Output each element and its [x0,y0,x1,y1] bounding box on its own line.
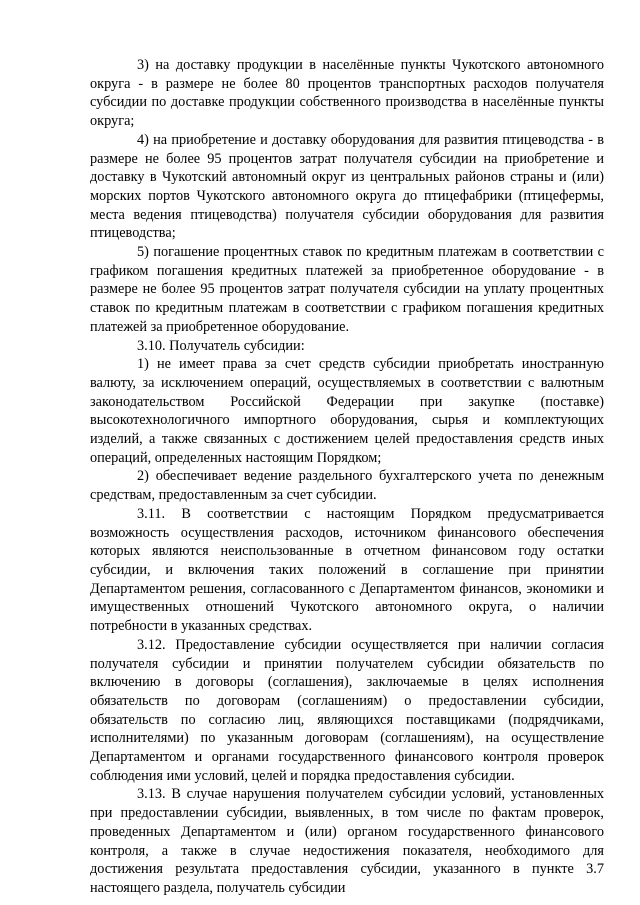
section-3-12: 3.12. Предоставление субсидии осуществляется при наличии согласия получателя субсидии и принятии получателем субсидии обязательств по включению в договоры (соглашения), заключаемые в целях исполнения обязательств по договорам (соглашениям) о предоставлении субсидии, обязательств по согласию лиц, являющихся поставщиками (подрядчиками, исполнителями) по указанным договорам (соглашениям), на осуществление Департаментом и органами государственного финансового контроля проверок соблюдения ими условий, целей и порядка предоставления субсидии. [90,636,604,784]
paragraph-3-10-2: 2) обеспечивает ведение раздельного бухгалтерского учета по денежным средствам, предоставленным за счет субсидии. [90,468,604,504]
section-3-11: 3.11. В соответствии с настоящим Порядком предусматривается возможность осуществления расходов, источником финансового обеспечения которых являются неиспользованные в отчетном финансовом году остатки субсидии, и включения таких положений в соглашение при принятии Департаментом решения, согласованного с Департаментом финансов, экономики и имущественных отношений Чукотского автономного округа, о наличии потребности в указанных средствах. [90,505,604,635]
paragraph-3-10-1: 1) не имеет права за счет средств субсидии приобретать иностранную валюту, за исключением операций, осуществляемых в соответствии с валютным законодательством Российской Федерации при закупке (поставке) высокотехнологичного импортного оборудования, сырья и комплектующих изделий, а также связанных с достижением целей предоставления средств иных операций, определенных настоящим Порядком; [90,356,604,466]
document-page [90,56,604,898]
section-3-10-heading: 3.10. Получатель субсидии: [137,337,305,354]
paragraph-3-delivery: 3) на доставку продукции в населённые пункты Чукотского автономного округа - в размере не более 80 процентов транспортных расходов получателя субсидии по доставке продукции собственного производства в населённые пункты округа; [90,57,604,130]
paragraph-4-equipment: 4) на приобретение и доставку оборудования для развития птицеводства - в размере не более 95 процентов затрат получателя субсидии на приобретение и доставку в Чукотский автономный округ из центральных районов страны и (или) морских портов Чукотского автономного округа до птицефабрики (птицефермы, места ведения птицеводства) получателя субсидии оборудования для развития птицеводства; [90,131,604,242]
section-3-13: 3.13. В случае нарушения получателем субсидии условий, установленных при предоставлении субсидии, выявленных, в том числе по фактам проверок, проведенных Департаментом и (или) органом государственного финансового контроля, а также в случае недостижения показателя, необходимого для достижения результата предоставления субсидии, указанного в пункте 3.7 настоящего раздела, получатель субсидии [90,786,604,896]
paragraph-5-interest: 5) погашение процентных ставок по кредитным платежам в соответствии с графиком погашения кредитных платежей за приобретенное оборудование - в размере не более 95 процентов затрат получателя субсидии на уплату процентных ставок по кредитным платежам в соответствии с графиком погашения кредитных платежей за приобретенное оборудование. [90,244,604,335]
